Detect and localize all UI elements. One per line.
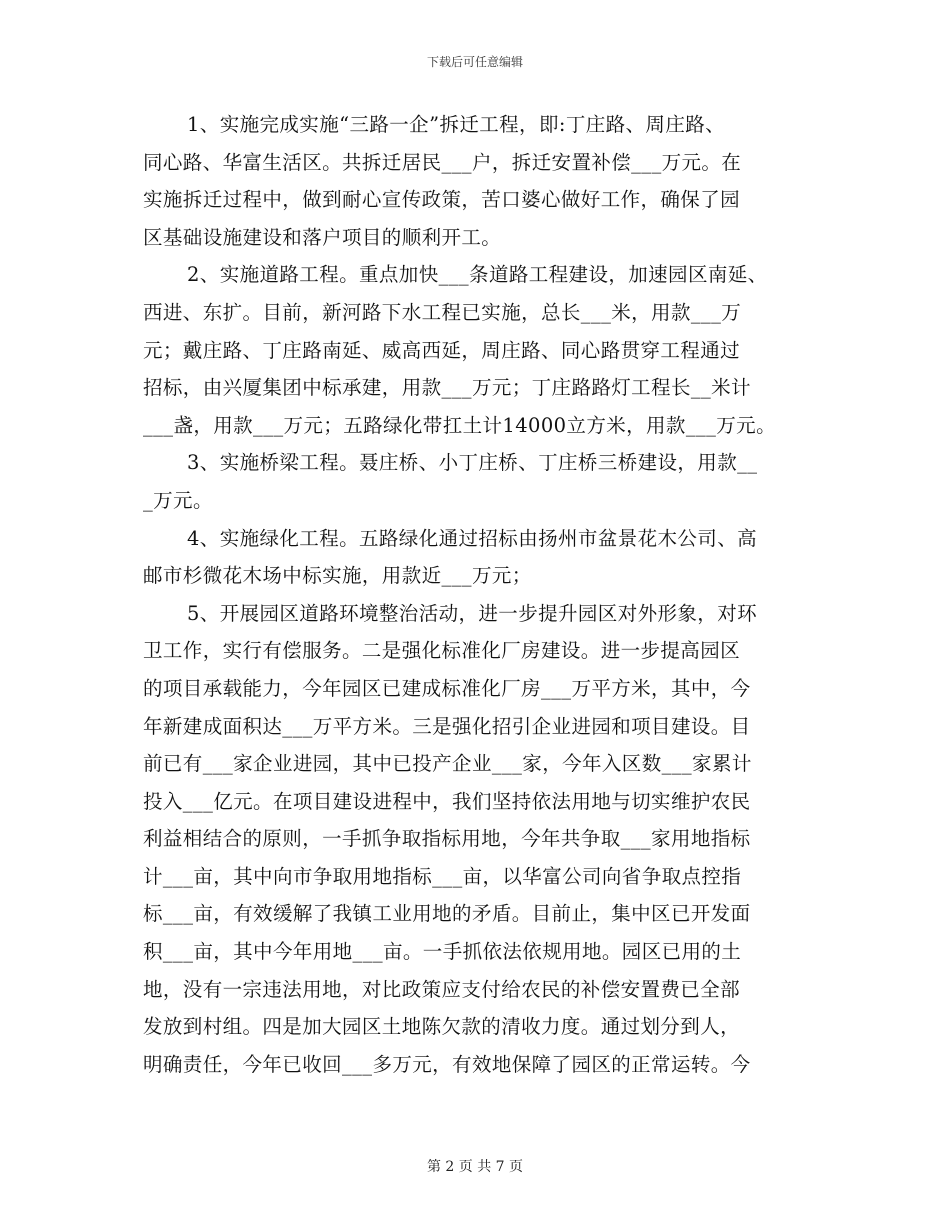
- text-line: 招标，由兴厦集团中标承建，用款___万元；丁庄路路灯工程长__米计: [143, 376, 751, 400]
- text-line: 1、实施完成实施“三路一企”拆迁工程，即:丁庄路、周庄路、: [187, 113, 726, 136]
- text-line: _万元。: [143, 488, 213, 512]
- text-line: 利益相结合的原则，一手抓争取指标用地，今年共争取___家用地指标: [143, 827, 751, 851]
- paragraph-3: [143, 444, 815, 519]
- paragraph-5: [143, 595, 815, 1084]
- paragraph-4: [143, 520, 815, 595]
- text-line: 年新建成面积达___万平方米。三是强化招引企业进园和项目建设。目: [143, 714, 751, 738]
- text-line: 4、实施绿化工程。五路绿化通过招标由扬州市盆景花木公司、高: [187, 526, 758, 550]
- text-line: 3、实施桥梁工程。聂庄桥、小丁庄桥、丁庄桥三桥建设，用款__: [187, 451, 758, 475]
- text-line: 5、开展园区道路环境整治活动，进一步提升园区对外形象，对环: [187, 601, 758, 625]
- text-line: 投入___亿元。在项目建设进程中，我们坚持依法用地与切实维护农民: [143, 789, 751, 813]
- text-line: 计___亩，其中向市争取用地指标___亩，以华富公司向省争取点控指: [143, 864, 742, 888]
- text-line: 地，没有一宗违法用地，对比政策应支付给农民的补偿安置费已全部: [143, 977, 741, 1001]
- text-line: 区基础设施建设和落户项目的顺利开工。: [143, 225, 502, 249]
- text-line: 积___亩，其中今年用地___亩。一手抓依法依规用地。园区已用的土: [143, 940, 742, 964]
- text-line: 明确责任，今年已收回___多万元，有效地保障了园区的正常运转。今: [143, 1052, 751, 1076]
- text-line: 2、实施道路工程。重点加快___条道路工程建设，加速园区南延、: [187, 263, 768, 287]
- text-line: 西进、东扩。目前，新河路下水工程已实施，总长___米，用款___万: [143, 300, 742, 324]
- page-footer: 第 2 页 共 7 页: [426, 1159, 524, 1175]
- text-line: 实施拆迁过程中，做到耐心宣传政策，苦口婆心做好工作，确保了园: [143, 188, 741, 212]
- text-line: 元；戴庄路、丁庄路南延、威高西延，周庄路、同心路贯穿工程通过: [143, 338, 741, 362]
- paragraph-1: [143, 106, 815, 256]
- paragraph-2: [143, 256, 815, 444]
- text-line: 发放到村组。四是加大园区土地陈欠款的清收力度。通过划分到人，: [143, 1015, 741, 1039]
- page-header: 下载后可任意编辑: [426, 55, 523, 69]
- text-line: 前已有___家企业进园，其中已投产企业___家，今年入区数___家累计: [143, 752, 752, 776]
- text-line: ___盏，用款___万元；五路绿化带扛土计14000立方米，用款___万元。: [143, 413, 776, 437]
- text-line: 标___亩，有效缓解了我镇工业用地的矛盾。目前止，集中区已开发面: [143, 902, 751, 926]
- text-line: 卫工作，实行有偿服务。二是强化标准化厂房建设。进一步提高园区: [143, 639, 741, 663]
- text-line: 邮市杉微花木场中标实施，用款近___万元；: [143, 564, 532, 588]
- document-body: [143, 106, 815, 1083]
- text-line: 同心路、华富生活区。共拆迁居民___户，拆迁安置补偿___万元。在: [143, 150, 742, 174]
- text-line: 的项目承载能力，今年园区已建成标准化厂房___万平方米，其中，今: [143, 676, 751, 700]
